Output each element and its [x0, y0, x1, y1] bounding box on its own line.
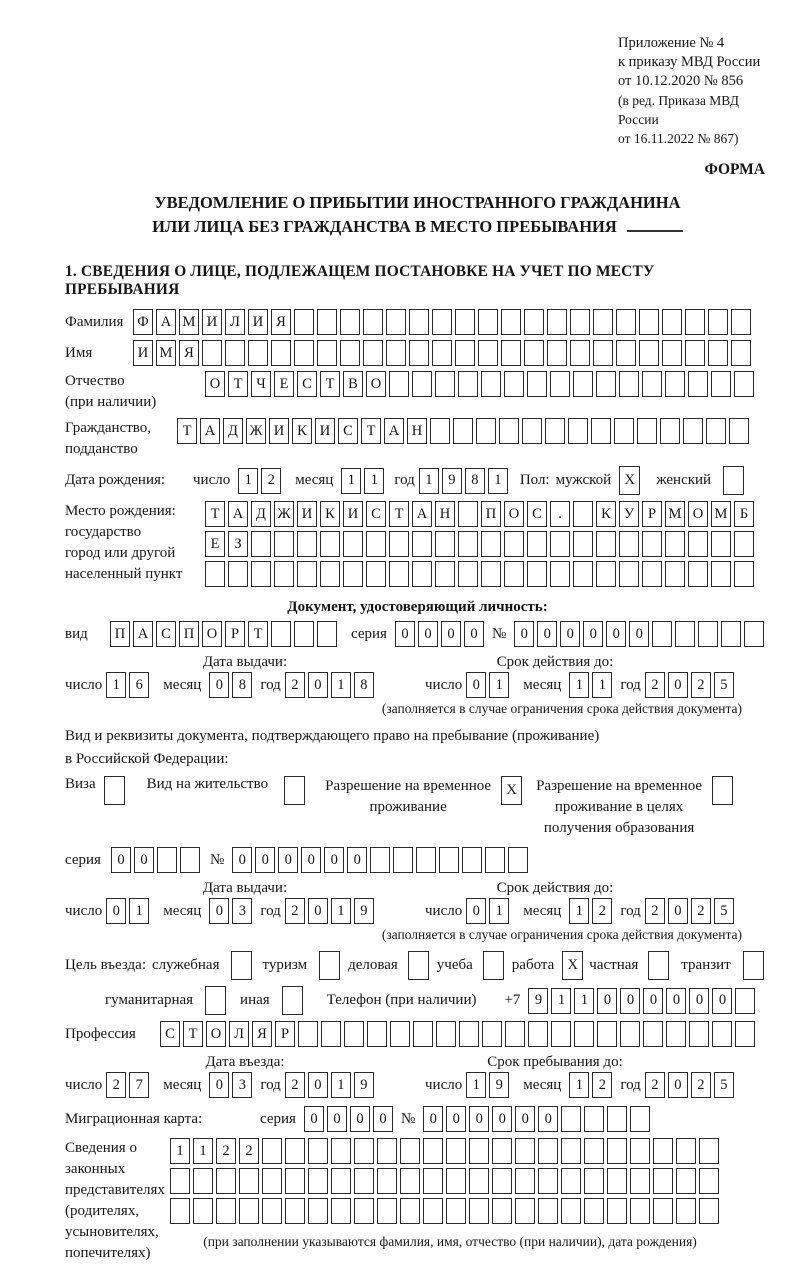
entry-day-cells: 2 7	[106, 1072, 149, 1098]
surname-cells: Ф А М И Л И Я	[133, 309, 751, 335]
given-name-cells: И М Я	[133, 340, 751, 366]
representatives-row1: 1 1 2 2	[170, 1138, 730, 1164]
residence-doc-options-row	[65, 776, 770, 839]
permit-date-heads	[65, 880, 770, 897]
purpose-business-label: деловая	[348, 957, 398, 973]
permit-valid-year-cells: 2 0 2 5	[645, 898, 734, 924]
purpose-private-checkbox	[648, 951, 669, 980]
residence-permit-checkbox	[284, 776, 305, 805]
doc-number-cells: 0 0 0 0 0 0	[514, 621, 764, 647]
permit-issue-day-cells: 0 1	[106, 898, 149, 924]
appendix-line: (в ред. Приказа МВД России	[618, 93, 739, 127]
number-sign: №	[209, 851, 225, 868]
valid-until-heading: Срок действия до:	[496, 880, 614, 896]
purpose-work-checkbox: X	[562, 951, 583, 980]
doc-issue-date-group: число 1 6 месяц 0 8 год 2 0 1 8	[65, 672, 425, 698]
purpose-transit-checkbox	[743, 951, 764, 980]
birth-date-row	[65, 466, 770, 495]
year-label: год	[394, 472, 415, 488]
birth-day-cells: 1 2	[238, 468, 281, 494]
visit-purpose-label: Цель въезда:	[65, 957, 146, 973]
representatives-block	[65, 1138, 770, 1264]
doc-type-label: вид	[65, 625, 88, 642]
migration-number-cells: 0 0 0 0 0 0	[423, 1106, 650, 1132]
migration-card-row	[65, 1106, 770, 1132]
temp-residence-edu-checkbox	[712, 776, 733, 805]
visit-purpose-row	[65, 951, 770, 980]
appendix-line: Приложение № 4	[618, 35, 725, 51]
purpose-private-label: частная	[589, 957, 639, 973]
purpose-business-checkbox	[408, 951, 429, 980]
birth-year-cells: 1 9 8 1	[419, 468, 508, 494]
validity-note: (заполняется в случае ограничения срока действия документа)	[381, 701, 742, 716]
citizenship-label: Гражданство, подданство	[65, 420, 152, 457]
number-sign: №	[491, 625, 507, 642]
permit-issue-year-cells: 2 0 1 9	[285, 898, 374, 924]
residence-permit-label: Вид на жительство	[146, 776, 269, 792]
month-label: месяц	[295, 472, 334, 488]
day-label: число	[193, 472, 231, 488]
issue-date-heading: Дата выдачи:	[202, 654, 288, 670]
profession-row	[65, 1021, 770, 1047]
patronymic-label: Отчество (при наличии)	[65, 373, 157, 410]
doc-valid-year-cells: 2 0 2 5	[645, 672, 734, 698]
identity-doc-heading: Документ, удостоверяющий личность:	[287, 599, 548, 615]
entry-date-group: число 2 7 месяц 0 3 год 2 0 1 9	[65, 1072, 425, 1098]
temp-residence-edu-label: Разрешение на временное проживание в целях получения образования	[536, 778, 703, 836]
sex-label: Пол:	[519, 472, 550, 488]
appendix-header	[618, 34, 770, 148]
purpose-tourism-checkbox	[319, 951, 340, 980]
representatives-cells	[170, 1138, 730, 1250]
permit-series-cells: 0 0	[111, 847, 200, 873]
doc-valid-date-group: число 0 1 месяц 1 1 год 2 0 2 5	[425, 672, 734, 698]
entry-date-heads	[65, 1054, 770, 1071]
given-name-row	[65, 340, 770, 366]
phone-number-cells: 9 1 1 0 0 0 0 0 0	[528, 988, 755, 1014]
temp-residence-checkbox: X	[501, 776, 522, 805]
form-label: ФОРМА	[704, 161, 765, 178]
purpose-other-checkbox	[282, 986, 303, 1015]
stay-day-cells: 1 9	[466, 1072, 509, 1098]
residence-doc-paragraph: Вид и реквизиты документа, подтверждающего право на пребывание (проживание) в Российской Федерации:	[65, 728, 600, 767]
citizenship-row	[65, 418, 770, 460]
issue-date-heading: Дата выдачи:	[202, 880, 288, 896]
doc-type-row	[65, 621, 770, 647]
representatives-note: (при заполнении указываются фамилия, имя, отчество (при наличии), дата рождения)	[203, 1234, 697, 1249]
male-checkbox: X	[619, 466, 640, 495]
entry-dates-row	[65, 1072, 770, 1098]
entry-date-heading: Дата въезда:	[205, 1054, 285, 1070]
birth-month-cells: 1 1	[341, 468, 384, 494]
valid-until-heading: Срок действия до:	[496, 654, 614, 670]
purpose-study-label: учеба	[436, 957, 473, 973]
birth-place-row2: Е З	[205, 531, 754, 557]
purpose-tourism-label: туризм	[262, 957, 308, 973]
surname-label: Фамилия	[65, 313, 124, 330]
series-label: серия	[260, 1110, 296, 1127]
stay-year-cells: 2 0 2 5	[645, 1072, 734, 1098]
birth-place-cells	[205, 501, 754, 591]
birth-date-label: Дата рождения:	[65, 472, 166, 488]
form-title-line2: ИЛИ ЛИЦА БЕЗ ГРАЖДАНСТВА В МЕСТО ПРЕБЫВАНИЯ	[65, 215, 770, 239]
doc-issue-day-cells: 1 6	[106, 672, 149, 698]
purpose-humanitarian-label: гуманитарная	[105, 992, 194, 1008]
entry-year-cells: 2 0 1 9	[285, 1072, 374, 1098]
patronymic-row	[65, 371, 770, 413]
purpose-work-label: работа	[511, 957, 555, 973]
series-label: серия	[351, 625, 387, 642]
representatives-row3	[170, 1198, 730, 1224]
purpose-study-checkbox	[483, 951, 504, 980]
permit-number-cells: 0 0 0 0 0 0	[232, 847, 528, 873]
purpose-transit-label: транзит	[681, 957, 731, 973]
phone-prefix: +7	[504, 992, 521, 1008]
surname-row	[65, 309, 770, 335]
entry-month-cells: 0 3	[209, 1072, 252, 1098]
birth-place-row1: Т А Д Ж И К И С Т А Н П О С . К У Р М О М Б	[205, 501, 754, 527]
purpose-second-row	[65, 986, 770, 1015]
stay-month-cells: 1 2	[569, 1072, 612, 1098]
female-label: женский	[656, 472, 712, 488]
visa-label: Виза	[65, 776, 96, 792]
birth-place-block	[65, 501, 770, 591]
doc-issue-month-cells: 0 8	[209, 672, 252, 698]
doc-type-cells: П А С П О Р Т	[110, 621, 337, 647]
form-title-line1: УВЕДОМЛЕНИЕ О ПРИБЫТИИ ИНОСТРАННОГО ГРАЖДАНИНА	[154, 193, 681, 212]
purpose-humanitarian-checkbox	[205, 986, 226, 1015]
representatives-row2	[170, 1168, 730, 1194]
birth-place-label: Место рождения: государство город или другой населенный пункт	[65, 503, 183, 582]
purpose-official-label: служебная	[151, 957, 220, 973]
migration-series-cells: 0 0 0 0	[304, 1106, 393, 1132]
female-checkbox	[723, 466, 744, 495]
stay-until-group: число 1 9 месяц 1 2 год 2 0 2 5	[425, 1072, 734, 1098]
profession-cells: С Т О Л Я Р	[160, 1021, 755, 1047]
number-sign: №	[400, 1110, 416, 1127]
doc-issue-year-cells: 2 0 1 8	[285, 672, 374, 698]
citizenship-cells: Т А Д Ж И К И С Т А Н	[177, 418, 749, 444]
permit-issue-date-group: число 0 1 месяц 0 3 год 2 0 1 9	[65, 898, 425, 924]
phone-label: Телефон (при наличии)	[326, 992, 477, 1008]
permit-issue-month-cells: 0 3	[209, 898, 252, 924]
doc-date-heads	[65, 654, 770, 671]
stay-until-heading: Срок пребывания до:	[487, 1054, 623, 1070]
permit-series-row	[65, 847, 770, 873]
purpose-other-label: иная	[240, 992, 270, 1008]
permit-dates-row	[65, 898, 770, 924]
section1-heading: 1. СВЕДЕНИЯ О ЛИЦЕ, ПОДЛЕЖАЩЕМ ПОСТАНОВКЕ НА УЧЕТ ПО МЕСТУ ПРЕБЫВАНИЯ	[65, 263, 655, 298]
given-name-label: Имя	[65, 344, 93, 361]
series-label: серия	[65, 851, 101, 868]
appendix-line: к приказу МВД России	[618, 54, 761, 70]
permit-valid-month-cells: 1 2	[569, 898, 612, 924]
permit-valid-day-cells: 0 1	[466, 898, 509, 924]
representatives-label: Сведения о законных представителях (родителях, усыновителях, попечителях)	[65, 1140, 165, 1261]
permit-valid-date-group: число 0 1 месяц 1 2 год 2 0 2 5	[425, 898, 734, 924]
doc-series-cells: 0 0 0 0	[395, 621, 484, 647]
visa-checkbox	[104, 776, 125, 805]
purpose-official-checkbox	[231, 951, 252, 980]
migration-card-label: Миграционная карта:	[65, 1110, 203, 1127]
male-label: мужской	[555, 472, 612, 488]
appendix-line: от 16.11.2022 № 867)	[618, 131, 739, 146]
doc-dates-row	[65, 672, 770, 698]
appendix-line: от 10.12.2020 № 856	[618, 73, 744, 89]
doc-valid-day-cells: 0 1	[466, 672, 509, 698]
birth-place-row3	[205, 561, 754, 587]
patronymic-cells: О Т Ч Е С Т В О	[205, 371, 754, 397]
form-title	[65, 191, 770, 239]
doc-valid-month-cells: 1 1	[569, 672, 612, 698]
validity-note: (заполняется в случае ограничения срока действия документа)	[381, 927, 742, 942]
temp-residence-label: Разрешение на временное проживание	[325, 778, 492, 815]
profession-label: Профессия	[65, 1025, 136, 1042]
blank-underline	[627, 219, 683, 232]
